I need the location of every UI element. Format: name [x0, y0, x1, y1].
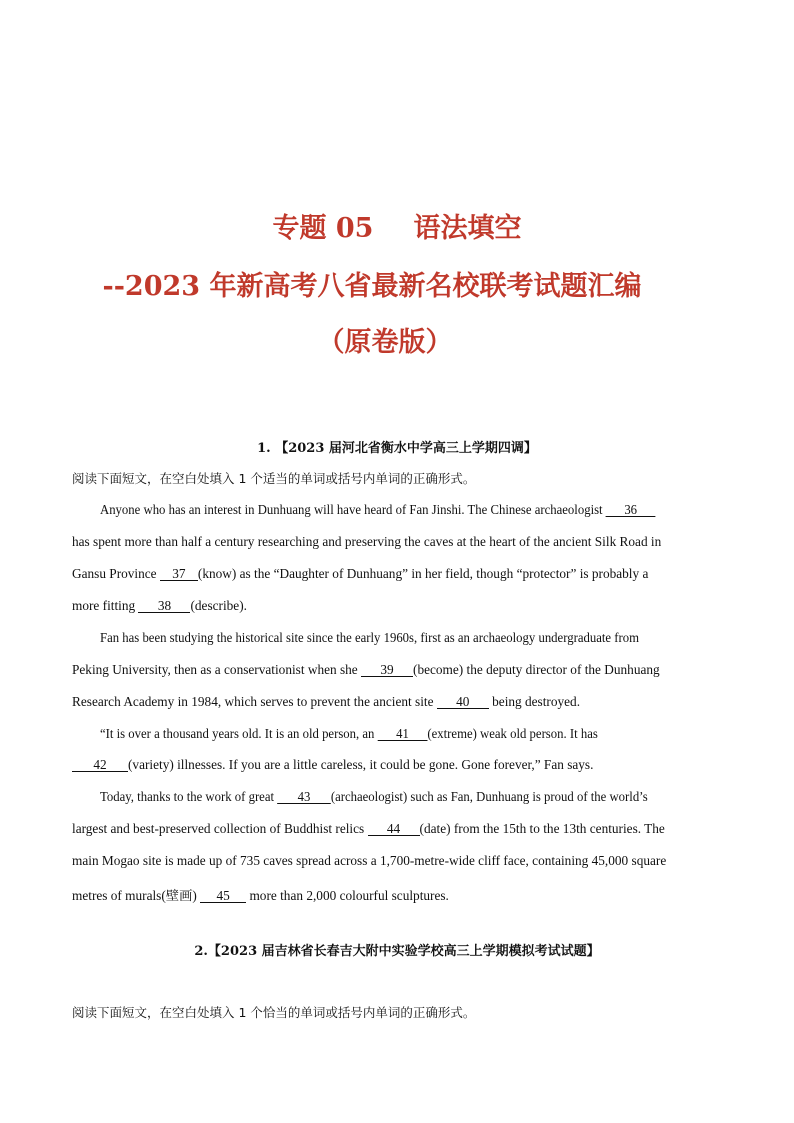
blank-43: 43 — [277, 790, 331, 804]
passage-line: Anyone who has an interest in Dunhuang will have heard of Fan Jinshi. The Chinese archaeologist 36 — [100, 502, 732, 518]
passage-line: metres of murals(壁画) 45 more than 2,000 colourful sculptures. — [72, 888, 449, 903]
title-line-2: --2023 年新高考八省最新名校联考试题汇编 — [102, 271, 642, 302]
passage-line: largest and best-preserved collection of Buddhist relics 44 (date) from the 15th to the 13th centuries. The — [72, 821, 665, 836]
blank-39: 39 — [361, 663, 413, 677]
passage-line: more fitting 38 (describe). — [72, 598, 247, 613]
blank-37: 37 — [160, 567, 198, 581]
blank-45: 45 — [200, 889, 246, 903]
question-1-heading: 1. 【2023 届河北省衡水中学高三上学期四调】 — [257, 441, 537, 456]
passage-line: 42 (variety) illnesses. If you are a little careless, it could be gone. Gone forever,” Fan says. — [72, 757, 732, 773]
passage-line: has spent more than half a century researching and preserving the caves at the heart of the ancient Silk Road in — [72, 534, 662, 549]
question-2-heading: 2.【2023 届吉林省长春吉大附中实验学校高三上学期模拟考试试题】 — [194, 944, 600, 959]
passage-line: Peking University, then as a conservationist when she 39 (become) the deputy director of the Dunhuang — [72, 662, 660, 677]
passage-line: Gansu Province 37 (know) as the “Daughter of Dunhuang” in her field, though “protector” is probably a — [72, 566, 649, 581]
blank-38: 38 — [138, 599, 190, 613]
title-line-3: （原卷版） — [317, 327, 453, 358]
blank-41: 41 — [378, 727, 428, 741]
title-topic-number: 专题 05 — [272, 213, 374, 244]
passage-line: “It is over a thousand years old. It is an old person, an 41 (extreme) weak old person. It has — [100, 726, 598, 741]
passage-line: Today, thanks to the work of great 43 (archaeologist) such as Fan, Dunhuang is proud of the world’s — [100, 789, 648, 804]
blank-40: 40 — [437, 695, 489, 709]
passage-line: Research Academy in 1984, which serves to prevent the ancient site 40 being destroyed. — [72, 694, 581, 709]
passage-line: main Mogao site is made up of 735 caves spread across a 1,700-metre-wide cliff face, containing 45,000 square — [72, 853, 667, 868]
question-1-instruction: 阅读下面短文，在空白处填入 1 个适当的单词或括号内单词的正确形式。 — [72, 471, 476, 486]
question-2-instruction: 阅读下面短文，在空白处填入 1 个恰当的单词或括号内单词的正确形式。 — [72, 1005, 476, 1020]
blank-42: 42 — [72, 758, 128, 772]
blank-36: 36 — [606, 503, 656, 517]
title-topic-name: 语法填空 — [413, 213, 522, 244]
blank-44: 44 — [368, 822, 420, 836]
passage-line: Fan has been studying the historical site since the early 1960s, first as an archaeology undergraduate from — [100, 630, 639, 645]
title-line-1 — [0, 212, 794, 246]
